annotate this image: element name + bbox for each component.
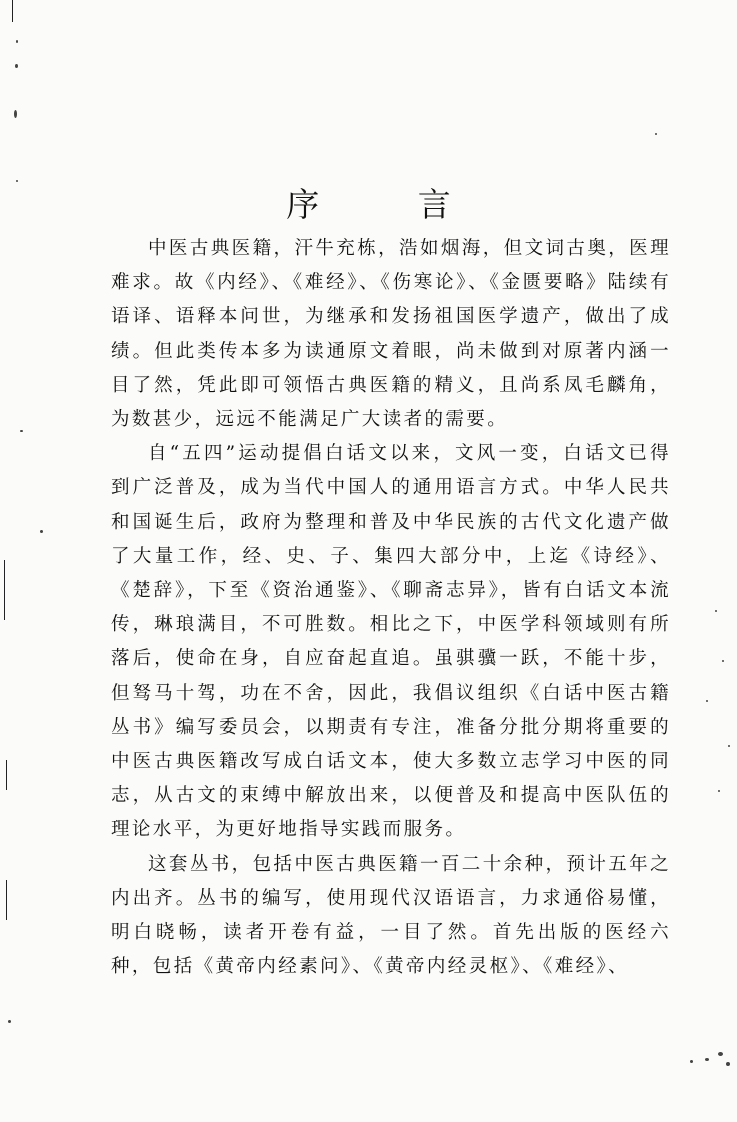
scan-edge-mark — [6, 760, 7, 790]
paragraph-3: 这套丛书，包括中医古典医籍一百二十余种，预计五年之内出齐。丛书的编写，使用现代汉语语言，力求通俗易懂，明白晓畅，读者开卷有益，一目了然。首先出版的医经六种，包括《黄帝内经素问》、《黄帝内经灵枢》、《难经》、 — [111, 853, 671, 978]
scan-speck — [715, 610, 717, 612]
page-title: 序 言 — [286, 185, 495, 225]
scan-speck — [20, 430, 23, 432]
scan-edge-mark — [12, 0, 13, 22]
scan-speck — [722, 660, 724, 662]
scan-speck — [15, 64, 18, 68]
scan-speck — [706, 700, 708, 702]
scan-speck — [690, 1060, 693, 1063]
paragraph-1: 中医古典医籍，汗牛充栋，浩如烟海，但文词古奥，医理难求。故《内经》、《难经》、《伤寒论》、《金匮要略》陆续有语译、语释本问世，为继承和发扬祖国医学遗产，做出了成绩。但此类传本多为读通原文着眼，尚未做到对原著内涵一目了然，凭此即可领悟古典医籍的精义，且尚系凤毛麟角，为数甚少，远远不能满足广大读者的需要。 — [111, 238, 671, 431]
scan-edge-mark — [6, 880, 7, 920]
scan-speck — [16, 180, 18, 182]
paragraph-2: 自“五四”运动提倡白话文以来，文风一变，白话文已得到广泛普及，成为当代中国人的通用语言方式。中华人民共和国诞生后，政府为整理和普及中华民族的古代文化遗产做了大量工作，经、史、子、集四大部分中，上迄《诗经》、《楚辞》，下至《资治通鉴》、《聊斋志异》，皆有白话文本流传，琳琅满目，不可胜数。相比之下，中医学科领域则有所落后，使命在身，自应奋起直追。虽骐骥一跃，不能十步，但驽马十驾，功在不舍，因此，我倡议组织《白话中医古籍丛书》编写委员会，以期责有专注，准备分批分期将重要的中医古典医籍改写成白话文本，使大多数立志学习中医的同志，从古文的束缚中解放出来，以便普及和提高中医队伍的理论水平，为更好地指导实践而服务。 — [111, 443, 671, 841]
scan-speck — [40, 530, 43, 533]
scan-speck — [726, 1062, 730, 1066]
scan-speck — [718, 1052, 723, 1056]
scan-speck — [14, 110, 17, 118]
scan-speck — [718, 790, 720, 792]
scan-speck — [8, 1020, 11, 1023]
body-text — [111, 232, 671, 984]
scan-edge-mark — [4, 560, 5, 620]
scan-speck — [655, 133, 657, 135]
scan-speck — [16, 40, 18, 43]
scan-speck — [728, 745, 730, 747]
scan-speck — [705, 1058, 709, 1061]
